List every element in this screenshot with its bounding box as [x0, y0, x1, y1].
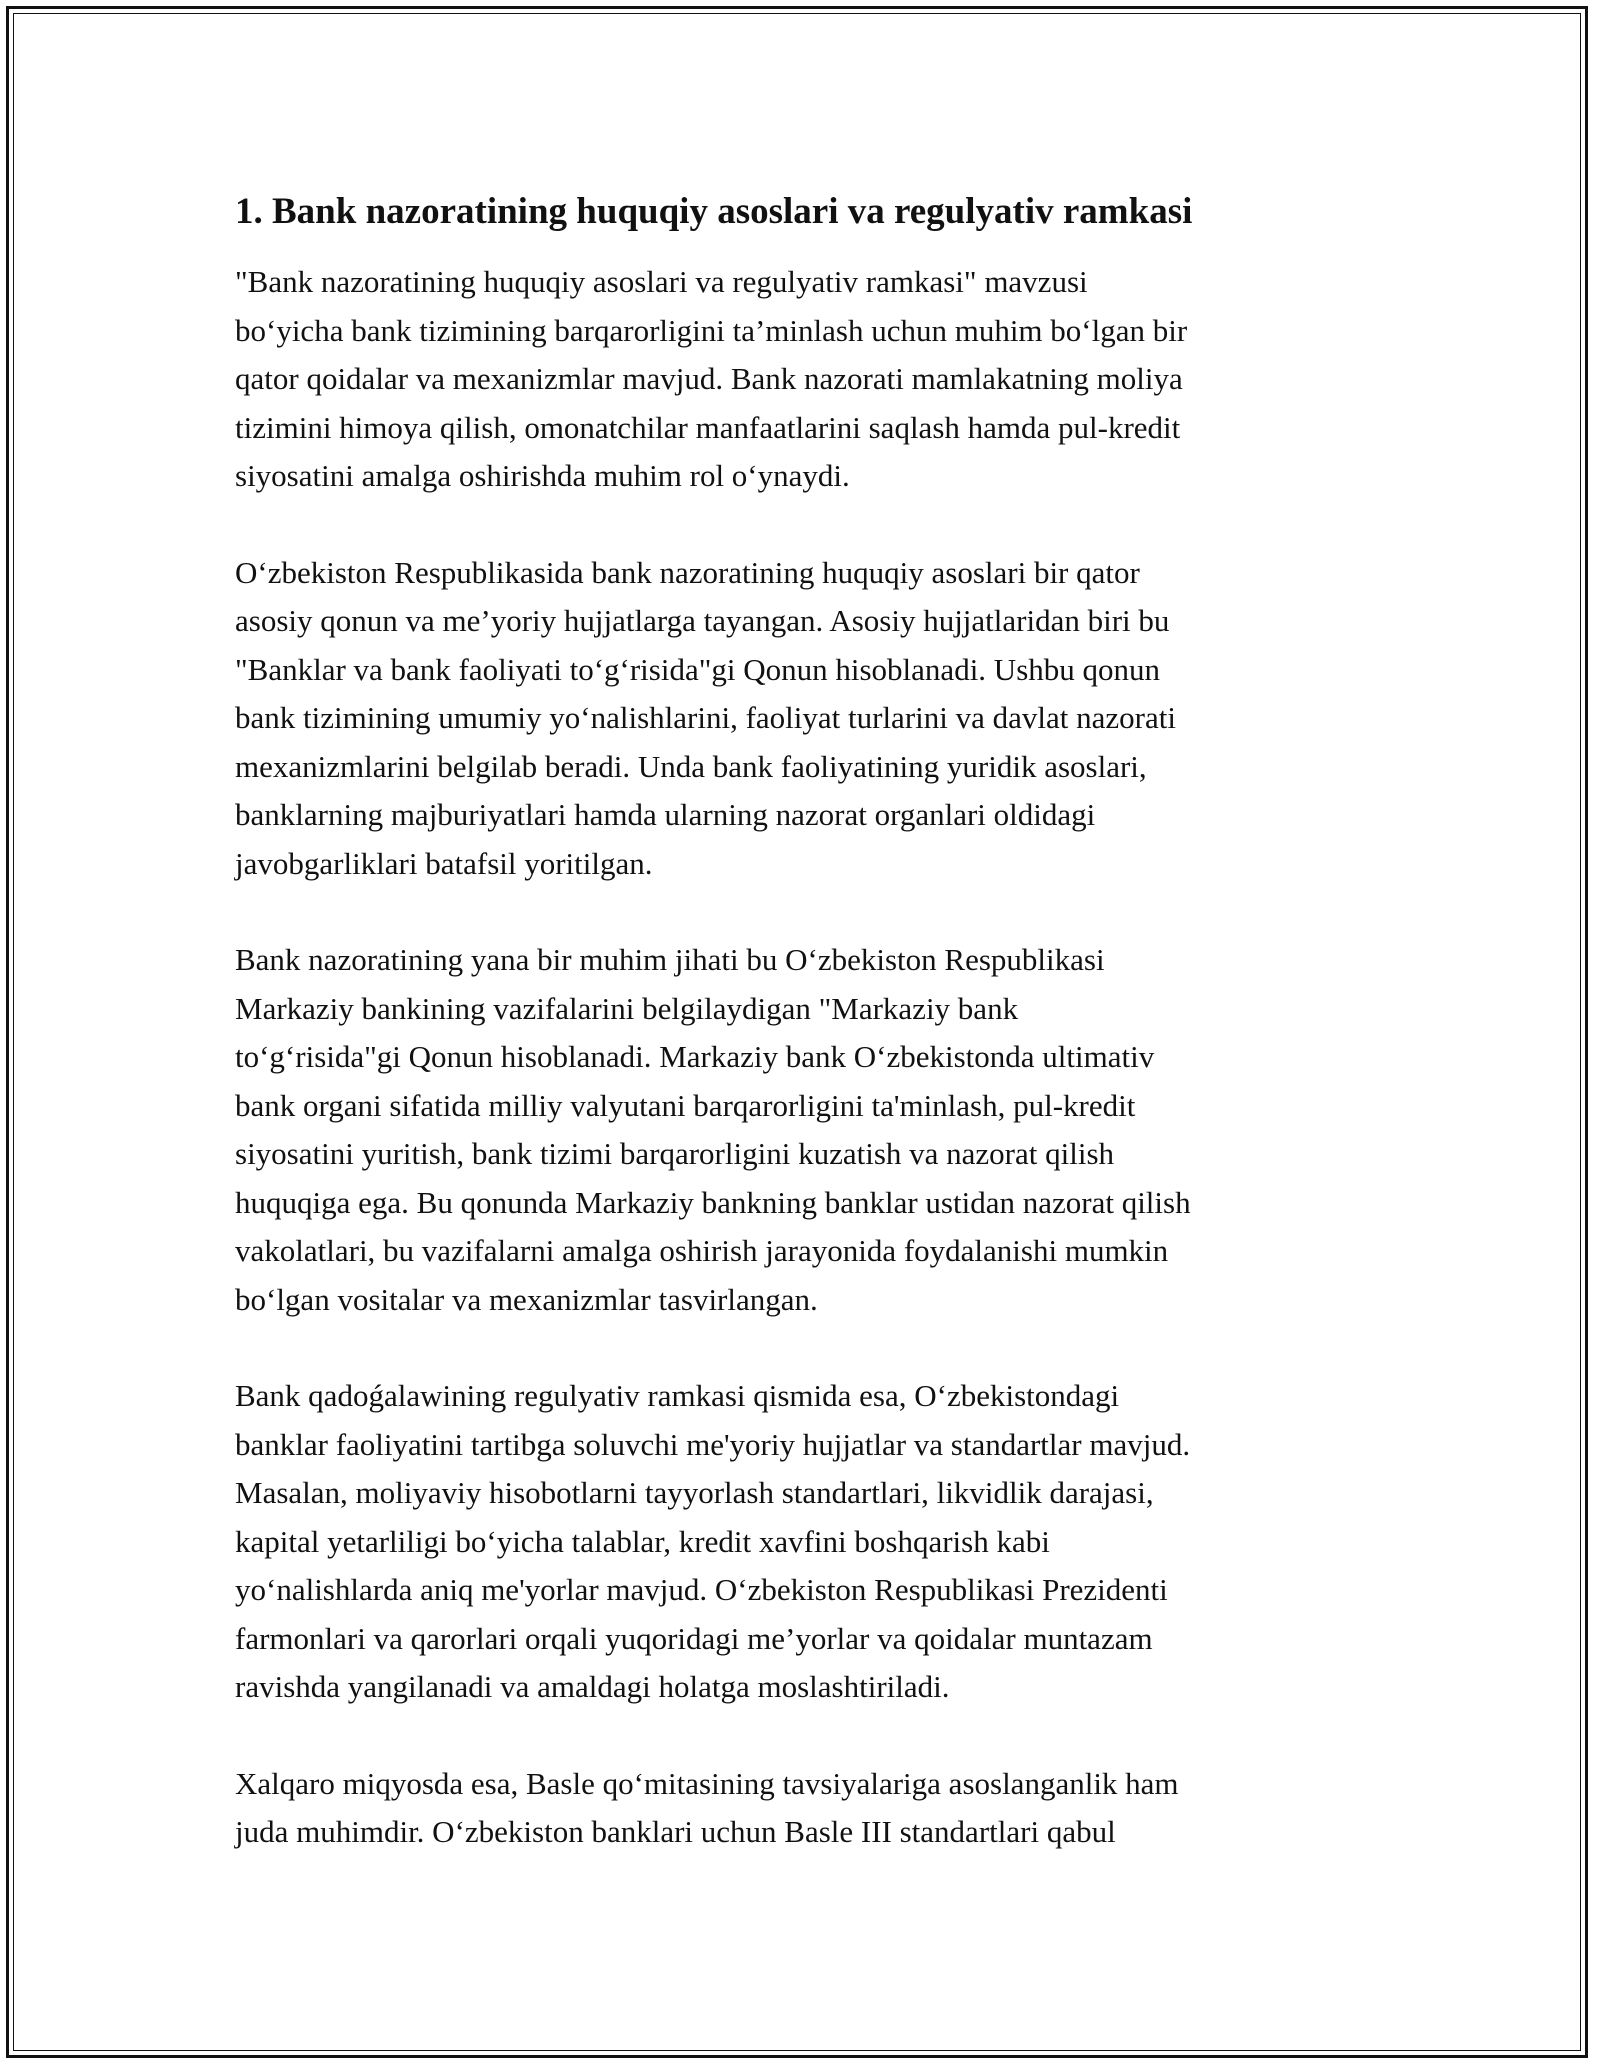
paragraph-1 [235, 258, 1385, 501]
text-line: "Bank nazoratining huquqiy asoslari va regulyativ ramkasi" mavzusi [235, 264, 1088, 299]
text-line: qator qoidalar va mexanizmlar mavjud. Bank nazorati mamlakatning moliya [235, 361, 1183, 396]
text-line: vakolatlari, bu vazifalarni amalga oshirish jarayonida foydalanishi mumkin [235, 1233, 1169, 1268]
paragraph-3 [235, 936, 1385, 1324]
text-line: Masalan, moliyaviy hisobotlarni tayyorlash standartlari, likvidlik darajasi, [235, 1475, 1154, 1510]
text-line: javobgarliklari batafsil yoritilgan. [235, 845, 653, 881]
text-line: bo‘yicha bank tizimining barqarorligini ta’minlash uchun muhim bo‘lgan bir [235, 312, 1188, 348]
text-line: Bank nazoratining yana bir muhim jihati bu O‘zbekiston Respublikasi [235, 942, 1105, 977]
text-line: asosiy qonun va me’yoriy hujjatlarga tayangan. Asosiy hujjatlaridan biri bu [235, 603, 1170, 638]
paragraph-2 [235, 549, 1385, 889]
paragraph-4 [235, 1372, 1385, 1712]
document-body [235, 180, 1385, 1905]
paragraph-5 [235, 1760, 1385, 1857]
text-line: juda muhimdir. O‘zbekiston banklari uchun Basle III standartlari qabul [235, 1814, 1116, 1849]
text-line: siyosatini yuritish, bank tizimi barqarorligini kuzatish va nazorat qilish [235, 1136, 1115, 1171]
text-line: siyosatini amalga oshirishda muhim rol o‘ynaydi. [235, 458, 850, 493]
section-heading: 1. Bank nazoratining huquqiy asoslari va regulyativ ramkasi [235, 191, 1193, 232]
text-line: huquqiga ega. Bu qonunda Markaziy bankning banklar ustidan nazorat qilish [235, 1184, 1191, 1220]
text-line: banklar faoliyatini tartibga soluvchi me'yoriy hujjatlar va standartlar mavjud. [235, 1426, 1191, 1462]
text-line: tizimini himoya qilish, omonatchilar manfaatlarini saqlash hamda pul-kredit [235, 409, 1181, 445]
text-line: mexanizmlarini belgilab beradi. Unda bank faoliyatining yuridik asoslari, [235, 748, 1147, 784]
text-line: bo‘lgan vositalar va mexanizmlar tasvirlangan. [235, 1281, 818, 1317]
text-line: Xalqaro miqyosda esa, Basle qo‘mitasining tavsiyalariga asoslanganlik ham [235, 1765, 1179, 1801]
text-line: ravishda yangilanadi va amaldagi holatga moslashtiriladi. [235, 1669, 950, 1704]
text-line: farmonlari va qarorlari orqali yuqoridagi me’yorlar va qoidalar muntazam [235, 1620, 1153, 1656]
text-line: bank tizimining umumiy yo‘nalishlarini, faoliyat turlarini va davlat nazorati [235, 700, 1176, 735]
text-line: kapital yetarliligi bo‘yicha talablar, kredit xavfini boshqarish kabi [235, 1523, 1050, 1559]
text-line: "Banklar va bank faoliyati to‘g‘risida"gi Qonun hisoblanadi. Ushbu qonun [235, 651, 1161, 687]
text-line: Bank qadoǵalawining regulyativ ramkasi qismida esa, O‘zbekistondagi [235, 1378, 1120, 1413]
text-line: banklarning majburiyatlari hamda ularning nazorat organlari oldidagi [235, 797, 1096, 832]
text-line: Markaziy bankining vazifalarini belgilaydigan "Markaziy bank [235, 990, 1019, 1026]
text-line: O‘zbekiston Respublikasida bank nazoratining huquqiy asoslari bir qator [235, 554, 1140, 590]
text-line: bank organi sifatida milliy valyutani barqarorligini ta'minlash, pul-kredit [235, 1087, 1136, 1123]
text-line: yo‘nalishlarda aniq me'yorlar mavjud. O‘zbekiston Respublikasi Prezidenti [235, 1572, 1168, 1607]
text-line: to‘g‘risida"gi Qonun hisoblanadi. Markaziy bank O‘zbekistonda ultimativ [235, 1039, 1155, 1074]
